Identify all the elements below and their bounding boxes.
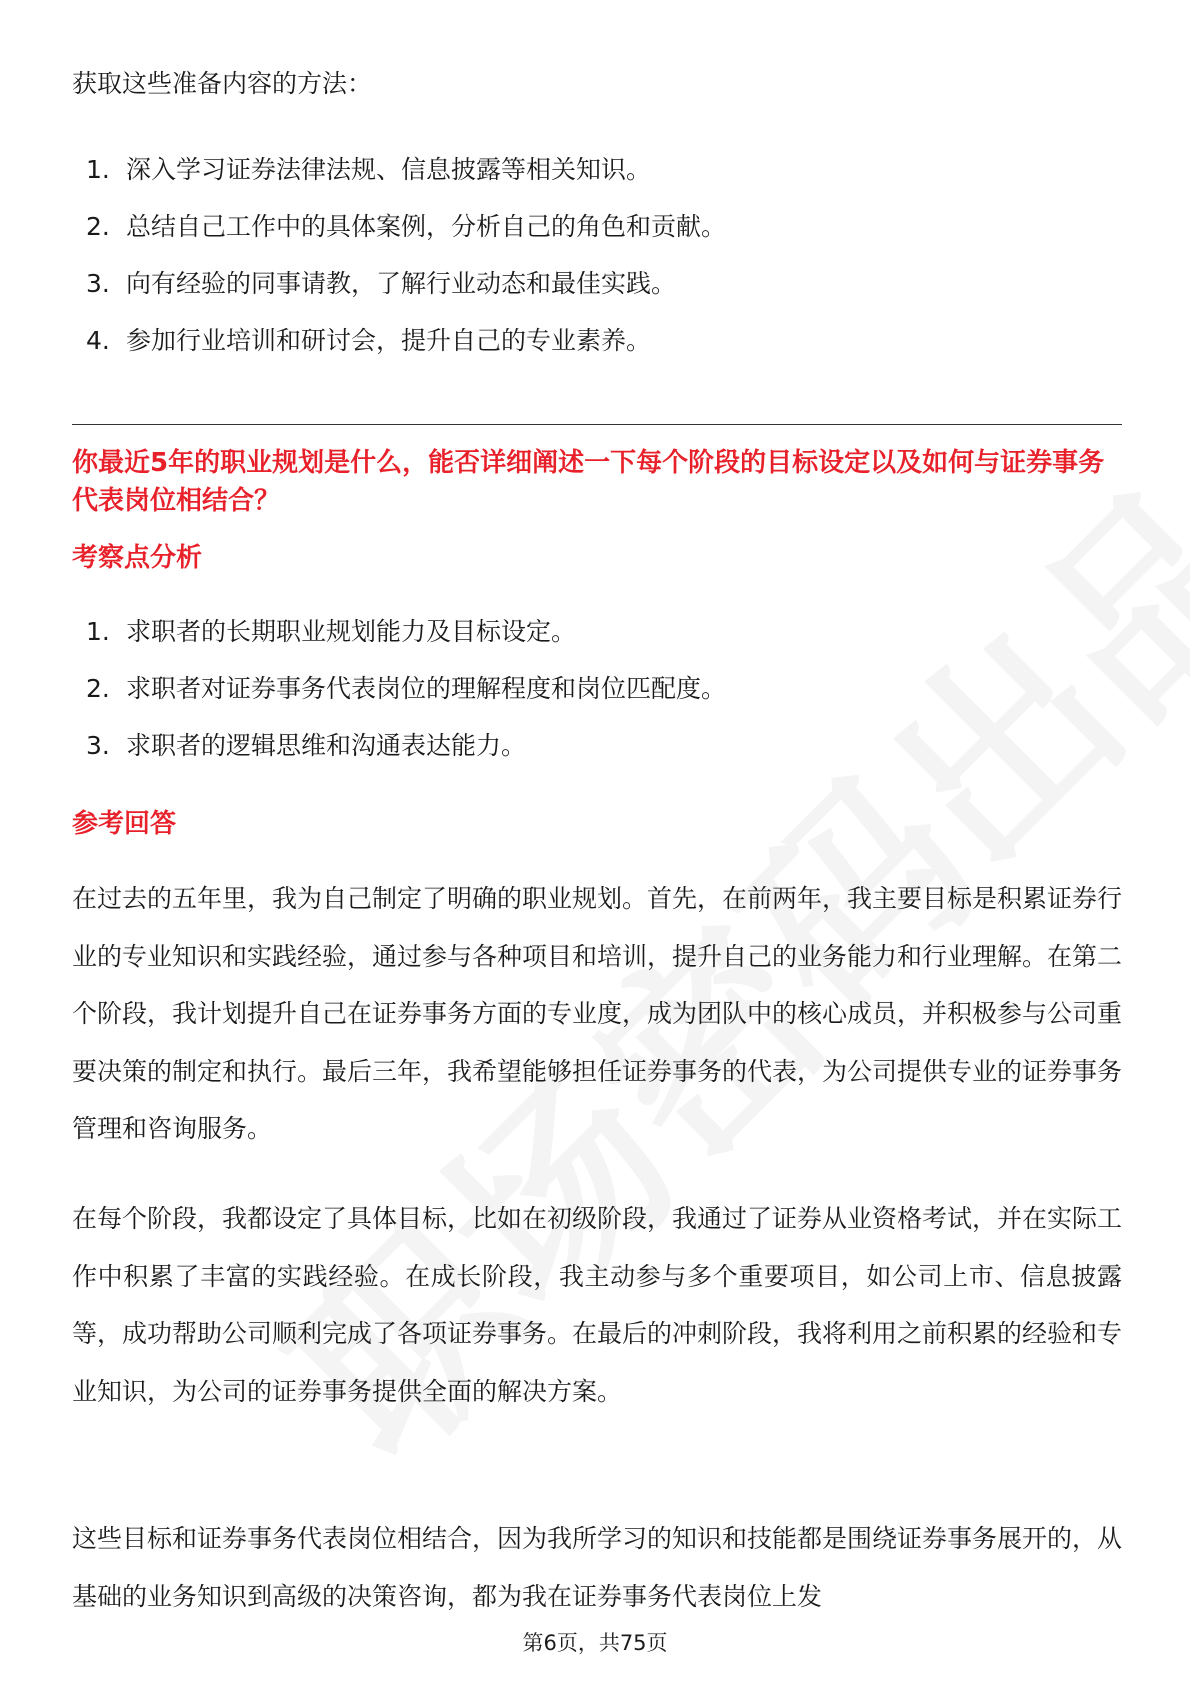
list-number: 3. bbox=[86, 731, 110, 760]
list-item bbox=[72, 323, 726, 359]
answer-paragraph: 在每个阶段，我都设定了具体目标，比如在初级阶段，我通过了证券从业资格考试，并在实际工作中积累了丰富的实践经验。在成长阶段，我主动参与多个重要项目，如公司上市、信息披露等，成功帮助公司顺利完成了各项证券事务。在最后的冲刺阶段，我将利用之前积累的经验和专业知识，为公司的证券事务提供全面的解决方案。 bbox=[72, 1204, 1123, 1406]
list-number: 2. bbox=[86, 674, 110, 703]
answer-title: 参考回答 bbox=[72, 809, 177, 839]
answer-paragraph: 这些目标和证券事务代表岗位相结合，因为我所学习的知识和技能都是围绕证券事务展开的，从基础的业务知识到高级的决策咨询，都为我在证券事务代表岗位上发 bbox=[72, 1524, 1122, 1611]
list-item bbox=[72, 152, 726, 188]
list-text: 求职者对证券事务代表岗位的理解程度和岗位匹配度。 bbox=[126, 674, 727, 703]
question-heading: 你最近5年的职业规划是什么，能否详细阐述一下每个阶段的目标设定以及如何与证券事务代表岗位相结合？ bbox=[72, 448, 1105, 516]
analysis-list bbox=[72, 614, 726, 785]
page-number: 第6页，共75页 bbox=[522, 1631, 668, 1655]
list-text: 参加行业培训和研讨会，提升自己的专业素养。 bbox=[126, 326, 652, 355]
methods-intro: 获取这些准备内容的方法： bbox=[72, 69, 373, 98]
list-number: 4. bbox=[86, 326, 110, 355]
list-number: 1. bbox=[86, 155, 110, 184]
list-text: 总结自己工作中的具体案例，分析自己的角色和贡献。 bbox=[126, 212, 727, 241]
list-text: 向有经验的同事请教，了解行业动态和最佳实践。 bbox=[126, 269, 677, 298]
analysis-title: 考察点分析 bbox=[72, 543, 203, 573]
section-divider bbox=[72, 424, 1122, 425]
methods-list bbox=[72, 152, 726, 380]
list-number: 1. bbox=[86, 617, 110, 646]
list-item bbox=[72, 209, 726, 245]
list-text: 求职者的长期职业规划能力及目标设定。 bbox=[126, 617, 577, 646]
list-number: 3. bbox=[86, 269, 110, 298]
answer-paragraph: 在过去的五年里，我为自己制定了明确的职业规划。首先，在前两年，我主要目标是积累证券行业的专业知识和实践经验，通过参与各种项目和培训，提升自己的业务能力和行业理解。在第二个阶段，我计划提升自己在证券事务方面的专业度，成为团队中的核心成员，并积极参与公司重要决策的制定和执行。最后三年，我希望能够担任证券事务的代表，为公司提供专业的证券事务管理和咨询服务。 bbox=[72, 884, 1123, 1143]
list-text: 求职者的逻辑思维和沟通表达能力。 bbox=[126, 731, 527, 760]
list-item bbox=[72, 671, 726, 707]
list-text: 深入学习证券法律法规、信息披露等相关知识。 bbox=[126, 155, 652, 184]
list-item bbox=[72, 728, 726, 764]
list-number: 2. bbox=[86, 212, 110, 241]
list-item bbox=[72, 266, 726, 302]
list-item bbox=[72, 614, 726, 650]
